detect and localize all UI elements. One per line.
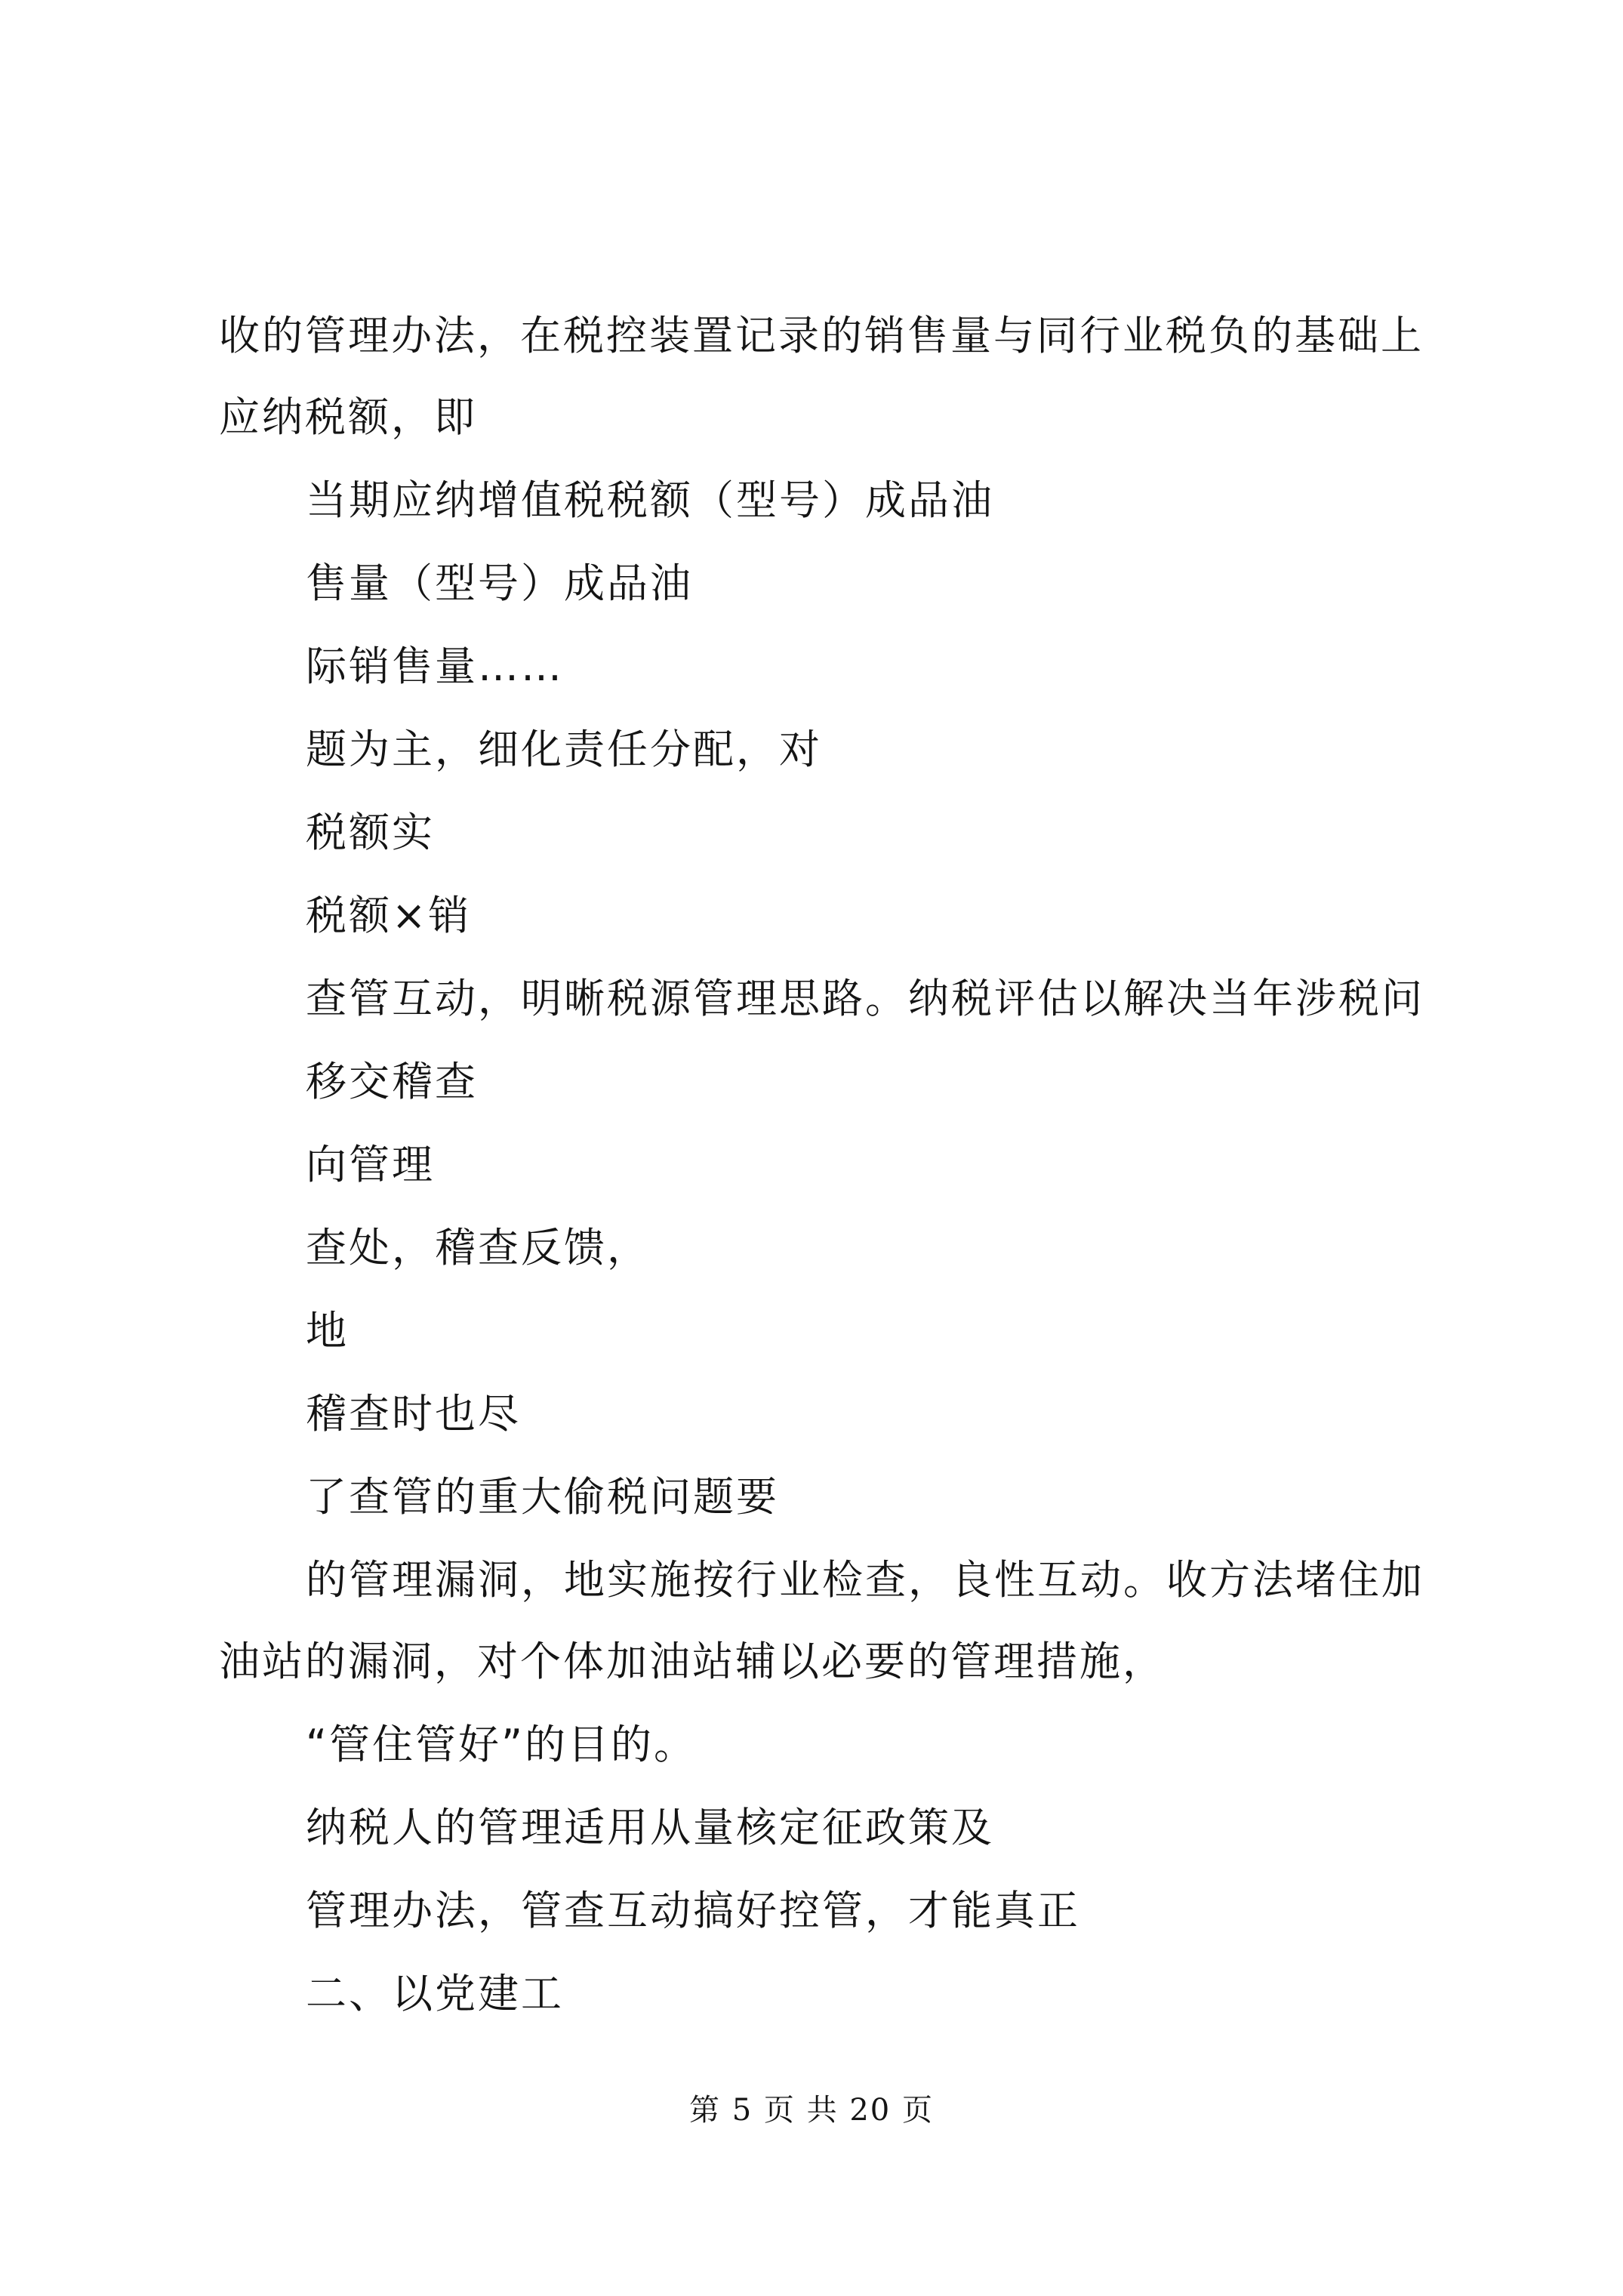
text-line: 了查管的重大偷税问题要 [306,1473,779,1521]
text-line: 稽查时也尽 [306,1390,521,1438]
text-line: 应纳税额，即 [219,393,477,441]
text-line: 纳税人的管理适用从量核定征政策及 [306,1804,994,1851]
text-line: 移交稽查 [306,1058,478,1105]
text-line: 的管理漏洞，地实施按行业检查，良性互动。收方法堵住加 [306,1556,1424,1604]
text-line: 收的管理办法，在税控装置记录的销售量与同行业税负的基础上 [219,312,1424,359]
text-line: 向管理 [306,1141,435,1188]
text-line: 售量（型号）成品油 [306,559,693,607]
text-line: 查处，稽查反馈， [306,1224,650,1271]
text-line: 税额×销 [306,892,472,939]
text-line: 际销售量…… [306,643,564,690]
text-line: “管住管好”的目的。 [306,1721,697,1768]
text-line: 税额实 [306,809,435,856]
text-line: 当期应纳增值税税额（型号）成品油 [306,476,994,524]
page-number-footer: 第 5 页 共 20 页 [689,2093,934,2128]
text-line: 油站的漏洞，对个体加油站辅以必要的管理措施， [219,1638,1166,1685]
text-line: 地 [306,1307,349,1354]
text-line: 二、以党建工 [306,1970,564,2017]
text-line: 题为主，细化责任分配，对 [306,726,822,773]
text-line: 管理办法，管查互动搞好控管，才能真正 [306,1887,1080,1934]
text-line: 查管互动，明晰税源管理思路。纳税评估以解决当年涉税问 [306,975,1424,1022]
